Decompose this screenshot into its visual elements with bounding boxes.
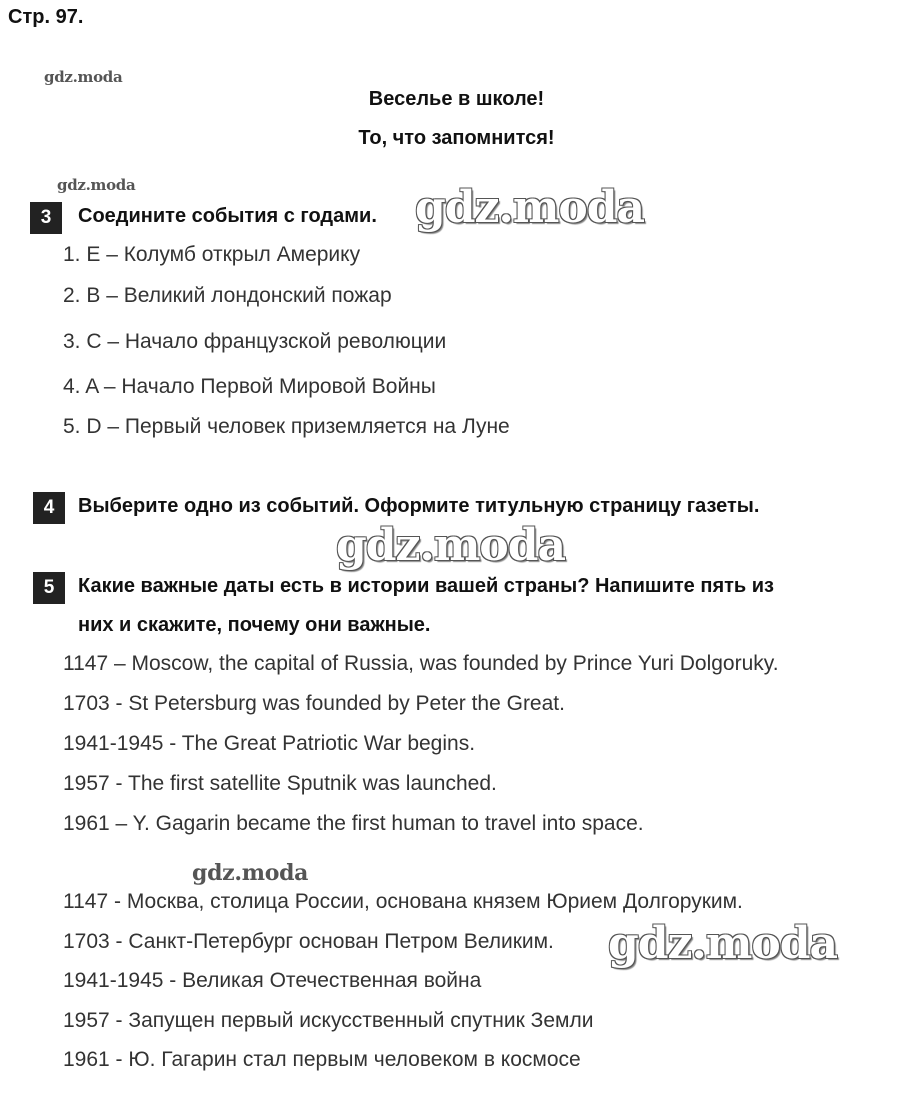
list-item: 1147 - Москва, столица России, основана князем Юрием Долгоруким. (63, 890, 743, 913)
task-5-text-line-1: Какие важные даты есть в истории вашей страны? Напишите пять из (78, 575, 774, 597)
list-item: 4. A – Начало Первой Мировой Войны (63, 375, 436, 398)
list-item: 5. D – Первый человек приземляется на Луне (63, 415, 510, 438)
title-line-1: Веселье в школе! (368, 88, 545, 110)
page-number: Стр. 97. (8, 6, 84, 28)
list-item: 1. E – Колумб открыл Америку (63, 243, 361, 266)
list-item: 3. C – Начало французской революции (63, 330, 447, 353)
watermark: gdz.moda (415, 182, 645, 233)
list-item: 1941-1945 - Великая Отечественная война (63, 969, 482, 992)
list-item: 1703 - Санкт-Петербург основан Петром Великим. (63, 930, 554, 953)
list-item: 1961 – Y. Gagarin became the first human to travel into space. (63, 812, 644, 835)
watermark: gdz.moda (44, 68, 123, 86)
task-5-number: 5 (33, 572, 65, 604)
watermark: gdz.moda (336, 520, 566, 571)
list-item: 2. B – Великий лондонский пожар (63, 284, 392, 307)
task-4-text: Выберите одно из событий. Оформите титульную страницу газеты. (78, 495, 760, 517)
list-item: 1941-1945 - The Great Patriotic War begins. (63, 732, 476, 755)
title-line-2: То, что запомнится! (358, 127, 555, 149)
watermark: gdz.moda (57, 176, 136, 194)
task-4-number: 4 (33, 492, 65, 524)
list-item: 1147 – Moscow, the capital of Russia, was founded by Prince Yuri Dolgoruky. (63, 652, 779, 675)
watermark: gdz.moda (608, 918, 838, 969)
task-3-text: Соедините события с годами. (78, 205, 377, 227)
list-item: 1957 - The first satellite Sputnik was launched. (63, 772, 497, 795)
list-item: 1961 - Ю. Гагарин стал первым человеком в космосе (63, 1048, 581, 1071)
list-item: 1703 - St Petersburg was founded by Peter the Great. (63, 692, 565, 715)
list-item: 1957 - Запущен первый искусственный спутник Земли (63, 1009, 594, 1032)
task-5-text-line-2: них и скажите, почему они важные. (78, 614, 431, 636)
task-3-number: 3 (30, 202, 62, 234)
watermark: gdz.moda (192, 860, 309, 886)
